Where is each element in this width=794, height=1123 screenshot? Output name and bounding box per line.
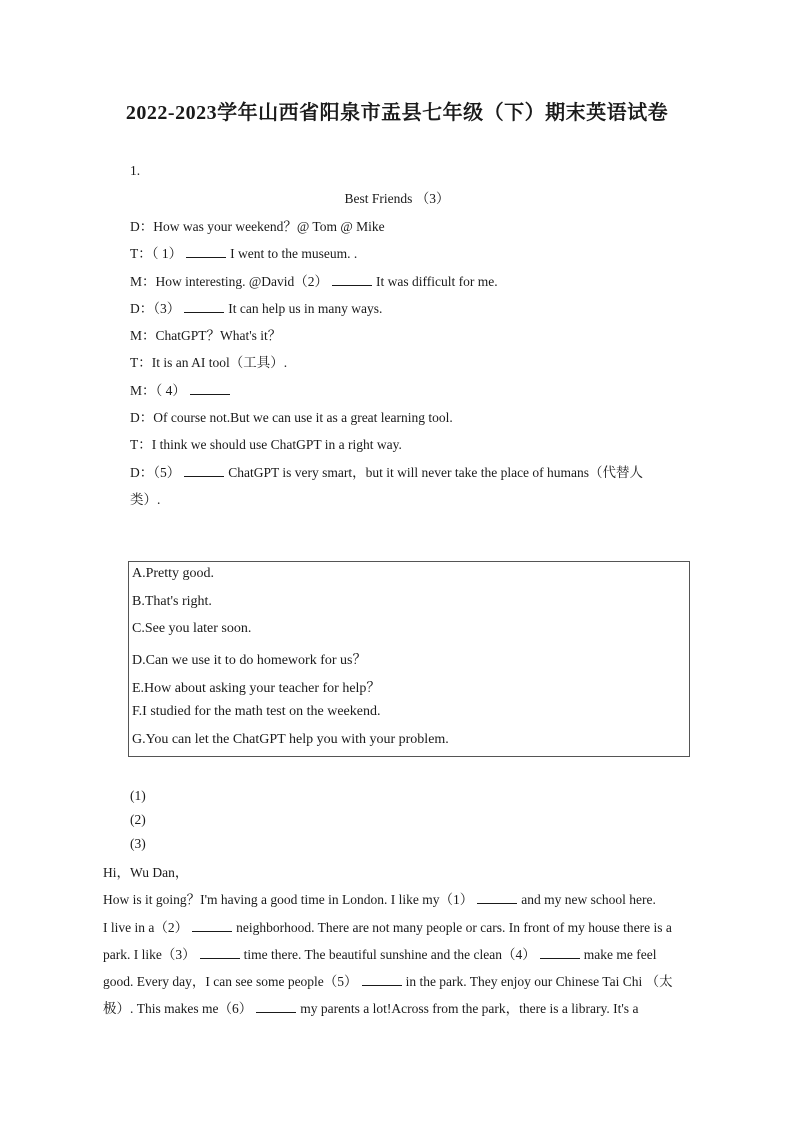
dialogue-title: Best Friends （3） [344,191,450,206]
dialogue-text: M：（ 4） [130,383,186,398]
page-title: 2022-2023学年山西省阳泉市盂县七年级（下）期末英语试卷 [125,102,669,124]
letter-line [103,970,673,990]
letter-text: park. I like（3） [103,947,196,962]
answer-blank[interactable] [477,891,517,904]
dialogue-text: It can help us in many ways. [228,301,383,316]
answer-number-3: (3) [130,836,146,851]
letter-text: 极）. This makes me（6） [103,1001,253,1016]
dialogue-text: T：It is an AI tool（工具）. [130,355,288,370]
answer-number-1: (1) [130,788,146,803]
dialogue-line [130,379,234,399]
letter-text: I live in a（2） [103,920,189,935]
option-a: A.Pretty good. [132,566,215,581]
answer-blank[interactable] [192,919,232,932]
dialogue-text: M：ChatGPT？What's it？ [130,328,282,343]
option-e: E.How about asking your teacher for help？ [132,681,381,696]
dialogue-line [130,406,453,426]
letter-text: make me feel [583,947,657,962]
dialogue-text: T：I think we should use ChatGPT in a right way. [130,437,402,452]
dialogue-line [130,351,287,371]
dialogue-text: D：How was your weekend？@ Tom @ Mike [130,219,385,234]
letter-greeting: Hi，Wu Dan， [103,865,189,880]
letter-text: in the park. They enjoy our Chinese Tai Chi （太 [405,974,673,989]
dialogue-text: ChatGPT is very smart，but it will never take the place of humans（代替人 [228,465,644,480]
question-number: 1. [130,163,141,178]
letter-line [103,888,656,908]
dialogue-line [130,242,357,262]
option-c: C.See you later soon. [132,621,252,636]
answer-blank[interactable] [362,973,402,986]
dialogue-text: D：（3） [130,301,181,316]
letter-text: How is it going？I'm having a good time in London. I like my（1） [103,892,474,907]
letter-line [103,997,638,1017]
dialogue-line [130,433,402,453]
letter-text: time there. The beautiful sunshine and the clean（4） [243,947,536,962]
option-g: G.You can let the ChatGPT help you with your problem. [132,732,449,747]
answer-blank[interactable] [190,382,230,395]
answer-blank[interactable] [186,245,226,258]
dialogue-line [130,270,498,290]
answer-blank[interactable] [332,273,372,286]
dialogue-line [130,461,643,481]
dialogue-text: I went to the museum. . [230,246,358,261]
answer-number-2: (2) [130,812,146,827]
letter-text: my parents a lot!Across from the park，there is a library. It's a [300,1001,639,1016]
option-d: D.Can we use it to do homework for us？ [132,653,367,668]
dialogue-text: D：Of course not.But we can use it as a great learning tool. [130,410,453,425]
answer-blank[interactable] [184,464,224,477]
dialogue-line [130,324,281,344]
dialogue-line [130,297,382,317]
letter-line [103,943,657,963]
dialogue-text: It was difficult for me. [376,274,498,289]
letter-text: good. Every day，I can see some people（5） [103,974,358,989]
dialogue-continuation: 类）. [130,492,161,507]
dialogue-line [130,215,385,235]
answer-blank[interactable] [200,946,240,959]
answer-blank[interactable] [184,300,224,313]
answer-blank[interactable] [540,946,580,959]
answer-blank[interactable] [256,1000,296,1013]
letter-text: neighborhood. There are not many people or cars. In front of my house there is a [236,920,672,935]
option-b: B.That's right. [132,594,212,609]
letter-line [103,916,672,936]
letter-text: and my new school here. [521,892,656,907]
dialogue-text: D：（5） [130,465,181,480]
option-f: F.I studied for the math test on the weekend. [132,704,381,719]
dialogue-text: M：How interesting. @David（2） [130,274,329,289]
dialogue-text: T：（ 1） [130,246,183,261]
options-box [128,561,690,757]
